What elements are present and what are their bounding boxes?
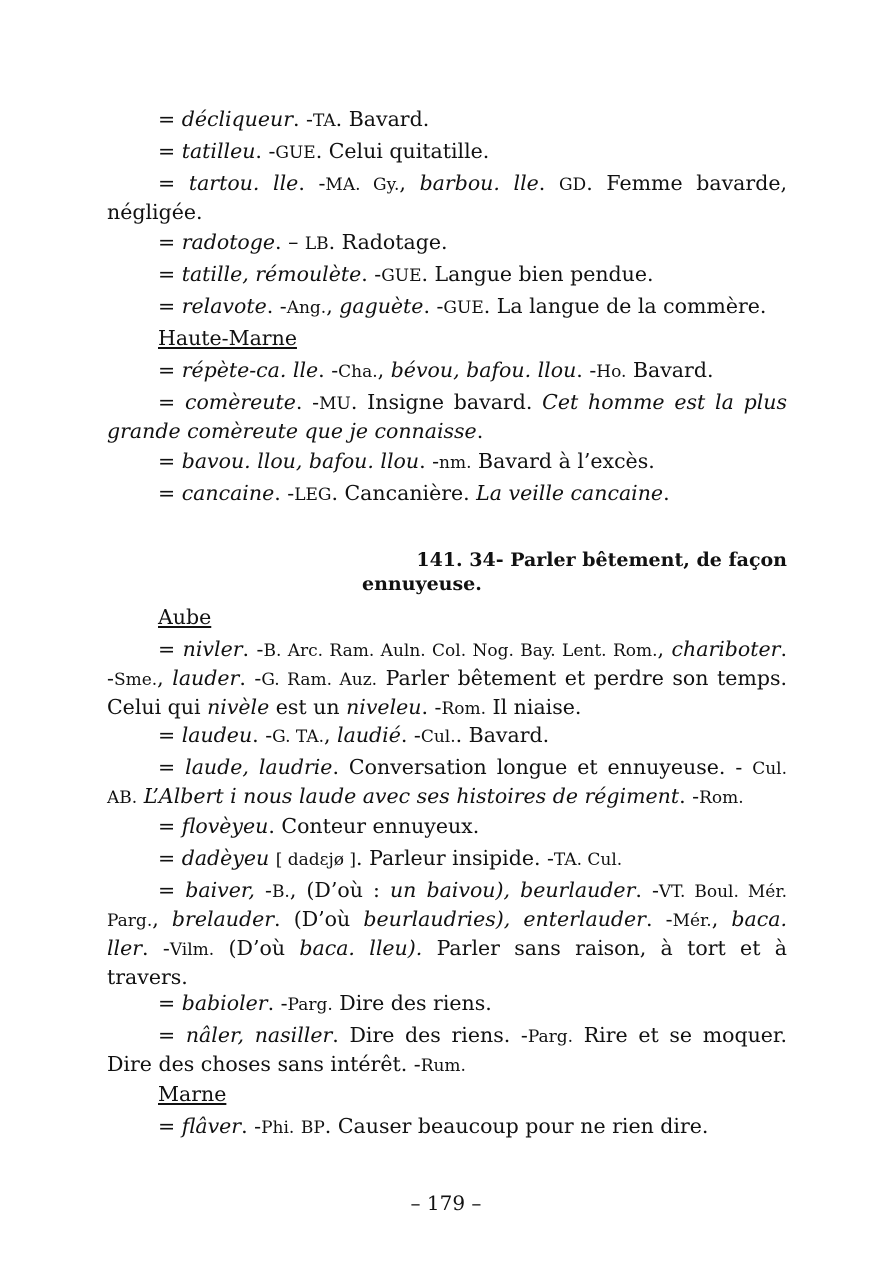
page-number: – 179 – (410, 1191, 482, 1215)
entry-tatille: = tatille, rémoulète. -GUE. Langue bien pendue. (158, 262, 654, 286)
region-heading-marne: Marne (158, 1082, 227, 1106)
section-title-line1: 141. 34- Parler bêtement, de façon (416, 549, 787, 571)
entry-repetecalle: = répète-ca. lle. -Cha., bévou, bafou. llou. -Ho. Bavard. (158, 358, 714, 382)
entry-naler: = nâler, nasiller. Dire des riens. -Parg. Rire et se moquer. Dire des choses sans intérêt. -Rum. (107, 1023, 787, 1076)
entry-babioler: = babioler. -Parg. Dire des riens. (158, 991, 492, 1015)
region-heading-aube: Aube (158, 605, 212, 629)
entry-relavote: = relavote. -Ang., gaguète. -GUE. La langue de la commère. (158, 294, 767, 318)
entry-cancaine: = cancaine. -LEG. Cancanière. La veille cancaine. (158, 481, 670, 505)
entry-flaver: = flâver. -Phi. BP. Causer beaucoup pour ne rien dire. (158, 1114, 709, 1138)
entry-comereute: = comèreute. -MU. Insigne bavard. Cet homme est la plus grande comèreute que je connaisse. (107, 390, 787, 443)
section-title (107, 548, 787, 604)
entry-laude: = laude, laudrie. Conversation longue et ennuyeuse. - Cul. AB. L’Albert i nous laude avec ses histoires de régiment. -Rom. (107, 755, 787, 808)
entry-decliqueur: = décliqueur. -TA. Bavard. (158, 107, 430, 131)
section-title-line2: ennuyeuse. (362, 573, 482, 595)
page-body (107, 106, 787, 1145)
entry-laudeu: = laudeu. -G. TA., laudié. -Cul.. Bavard. (158, 723, 550, 747)
entry-nivler: = nivler. -B. Arc. Ram. Auln. Col. Nog. Bay. Lent. Rom., chariboter. -Sme., lauder. -G. Ram. Auz. Parler bêtement et perdre son temps. Celui qui nivèle est un niveleu. -Rom. Il niaise. (107, 637, 787, 719)
entry-bavoullou: = bavou. llou, bafou. llou. -nm. Bavard à l’excès. (158, 449, 655, 473)
entry-tartoulle: = tartou. lle. -MA. Gy., barbou. lle. GD. Femme bavarde, négligée. (107, 171, 787, 224)
entry-baiver: = baiver, -B., (D’où : un baivou), beurlauder. -VT. Boul. Mér. Parg., brelauder. (D’où beurlaudries), enterlauder. -Mér., baca. ller. -Vilm. (D’où baca. lleu). Parler sans raison, à tort et à travers. (107, 878, 787, 989)
entry-dadeyeu: = dadèyeu [ dadɛjø ]. Parleur insipide. -TA. Cul. (158, 846, 623, 870)
entry-tatilleu: = tatilleu. -GUE. Celui quitatille. (158, 139, 490, 163)
region-heading-haute-marne: Haute-Marne (158, 326, 297, 350)
entry-floveyeu: = flovèyeu. Conteur ennuyeux. (158, 814, 480, 838)
entry-radotoge: = radotoge. – LB. Radotage. (158, 230, 448, 254)
